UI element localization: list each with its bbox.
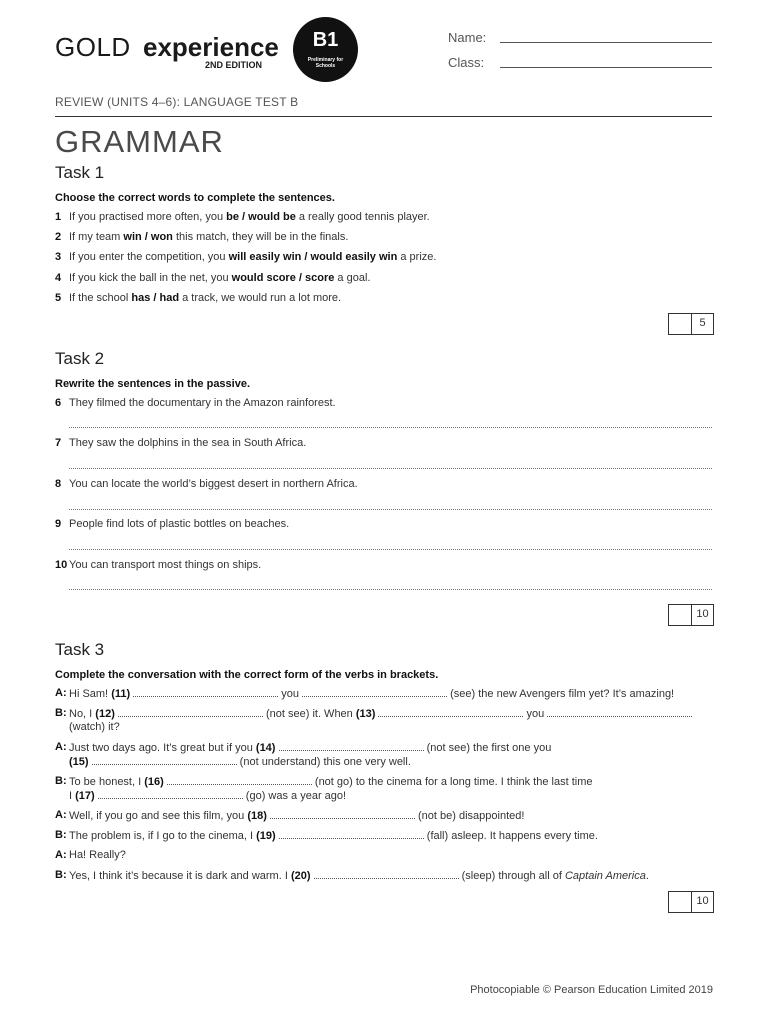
dialogue-text: you xyxy=(523,708,548,720)
gap-14[interactable] xyxy=(279,741,424,751)
item-options[interactable]: has / had xyxy=(131,292,180,304)
dialogue-text: No, I xyxy=(69,708,96,720)
score-total: 5 xyxy=(699,317,706,329)
copyright-footer: Photocopiable © Pearson Education Limited 2019 xyxy=(470,984,713,996)
item-text: If you practised more often, you xyxy=(69,211,227,223)
speaker-label: A: xyxy=(55,687,67,699)
speaker-label: B: xyxy=(55,869,67,881)
class-field[interactable] xyxy=(500,67,712,68)
gap-11b[interactable] xyxy=(302,687,447,697)
question-number: (20) xyxy=(290,870,311,882)
item-text: a really good tennis player. xyxy=(295,211,430,223)
task2-title: Task 2 xyxy=(55,349,105,368)
dialogue-text: (not go) to the cinema for a long time. I think the last time xyxy=(311,776,593,788)
dialogue-text: you xyxy=(278,688,303,700)
task2-score-box xyxy=(668,604,714,626)
class-label: Class: xyxy=(448,55,485,70)
item-text: People find lots of plastic bottles on beaches. xyxy=(69,518,290,530)
item-number: 9 xyxy=(55,518,62,530)
gap-11a[interactable] xyxy=(133,687,278,697)
item-number: 8 xyxy=(55,478,62,490)
question-number: (12) xyxy=(95,708,115,720)
task3-score-box xyxy=(668,891,714,913)
gap-16[interactable] xyxy=(167,775,312,785)
answer-line[interactable] xyxy=(69,509,712,510)
film-title: Captain America xyxy=(564,870,646,882)
dialogue-text: (not see) it. When xyxy=(262,708,356,720)
dialogue-text: . xyxy=(645,870,649,882)
gap-17[interactable] xyxy=(98,789,243,799)
question-number: (14) xyxy=(255,742,276,754)
item-number: 5 xyxy=(55,292,62,304)
dialogue-text: (not see) the first one you xyxy=(423,742,552,754)
task1-instruction: Choose the correct words to complete the sentences. xyxy=(55,192,335,204)
dialogue-text: (go) was a year ago! xyxy=(242,790,347,802)
item-options[interactable]: be / would be xyxy=(226,211,296,223)
dialogue-text: The problem is, if I go to the cinema, I xyxy=(69,830,257,842)
item-number: 7 xyxy=(55,437,62,449)
badge-level: B1 xyxy=(312,29,339,51)
item-text: They saw the dolphins in the sea in South Africa. xyxy=(69,437,307,449)
item-text: a track, we would run a lot more. xyxy=(179,292,342,304)
item-text: If you enter the competition, you xyxy=(69,251,229,263)
answer-line[interactable] xyxy=(69,589,712,590)
item-text: a prize. xyxy=(397,251,437,263)
gap-13a[interactable] xyxy=(378,707,523,717)
task3-instruction: Complete the conversation with the correct form of the verbs in brackets. xyxy=(55,669,439,681)
question-number: (17) xyxy=(75,790,95,802)
score-input[interactable] xyxy=(669,605,692,625)
gap-13b[interactable] xyxy=(547,707,692,717)
review-title: REVIEW (UNITS 4–6): LANGUAGE TEST B xyxy=(55,95,299,109)
item-text: a goal. xyxy=(334,272,371,284)
item-text: They filmed the documentary in the Amazon rainforest. xyxy=(69,397,336,409)
question-number: (19) xyxy=(256,830,276,842)
item-options[interactable]: would score / score xyxy=(231,272,335,284)
name-label: Name: xyxy=(448,30,487,45)
question-number: (18) xyxy=(247,810,267,822)
task1-title: Task 1 xyxy=(55,163,105,182)
logo-gold-text: GOLD xyxy=(55,32,131,62)
dialogue-text: Ha! Really? xyxy=(69,849,126,861)
speaker-label: B: xyxy=(55,707,67,719)
gap-19[interactable] xyxy=(279,829,424,839)
item-text: You can transport most things on ships. xyxy=(69,559,262,571)
dialogue-text: Hi Sam! xyxy=(69,688,112,700)
speaker-label: A: xyxy=(55,809,67,821)
section-title: GRAMMAR xyxy=(55,124,224,159)
dialogue-text: I xyxy=(69,790,76,802)
task3-title: Task 3 xyxy=(55,640,105,659)
item-text: If my team xyxy=(69,231,124,243)
item-number: 3 xyxy=(55,251,62,263)
item-number: 4 xyxy=(55,272,62,284)
item-text: If you kick the ball in the net, you xyxy=(69,272,232,284)
item-text: You can locate the world’s biggest desert in northern Africa. xyxy=(69,478,358,490)
gap-12[interactable] xyxy=(118,707,263,717)
speaker-label: B: xyxy=(55,829,67,841)
item-number: 10 xyxy=(55,559,68,571)
name-field[interactable] xyxy=(500,42,712,43)
dialogue-text: (not understand) this one very well. xyxy=(236,756,411,768)
dialogue-text: Well, if you go and see this film, you xyxy=(69,810,248,822)
speaker-label: B: xyxy=(55,775,67,787)
task2-instruction: Rewrite the sentences in the passive. xyxy=(55,378,251,390)
task1-score-box xyxy=(668,313,714,335)
speaker-label: A: xyxy=(55,849,67,861)
dialogue-text: Just two days ago. It’s great but if you xyxy=(69,742,256,754)
answer-line[interactable] xyxy=(69,427,712,428)
score-input[interactable] xyxy=(669,892,692,912)
score-input[interactable] xyxy=(669,314,692,334)
gap-18[interactable] xyxy=(270,809,415,819)
dialogue-text: (watch) it? xyxy=(69,721,120,733)
dialogue-text: (see) the new Avengers film yet? It’s amazing! xyxy=(447,688,675,700)
dialogue-text: (not be) disappointed! xyxy=(414,810,525,822)
answer-line[interactable] xyxy=(69,468,712,469)
speaker-label: A: xyxy=(55,741,67,753)
gap-15[interactable] xyxy=(92,755,237,765)
item-options[interactable]: will easily win / would easily win xyxy=(228,251,398,263)
question-number: (15) xyxy=(69,756,89,768)
item-number: 6 xyxy=(55,397,62,409)
gap-20[interactable] xyxy=(314,869,459,879)
badge-subtitle: Preliminary for Schools xyxy=(307,57,344,69)
dialogue-text: To be honest, I xyxy=(69,776,145,788)
question-number: (16) xyxy=(144,776,164,788)
question-number: (13) xyxy=(355,708,376,720)
item-text: If the school xyxy=(69,292,132,304)
logo-experience-text: experience xyxy=(143,32,279,62)
logo-edition-text: 2ND EDITION xyxy=(205,60,263,70)
answer-line[interactable] xyxy=(69,549,712,550)
header-divider xyxy=(55,116,712,117)
dialogue-text: (fall) asleep. It happens every time. xyxy=(423,830,598,842)
dialogue-text: (sleep) through all of xyxy=(458,870,565,882)
question-number: (11) xyxy=(111,688,131,700)
item-text: this match, they will be in the finals. xyxy=(172,231,349,243)
item-number: 1 xyxy=(55,211,62,223)
item-options[interactable]: win / won xyxy=(123,231,173,243)
level-badge xyxy=(293,17,358,82)
dialogue-text: Yes, I think it’s because it is dark and warm. I xyxy=(69,870,291,882)
item-number: 2 xyxy=(55,231,62,243)
score-total: 10 xyxy=(696,608,709,620)
score-total: 10 xyxy=(696,895,709,907)
